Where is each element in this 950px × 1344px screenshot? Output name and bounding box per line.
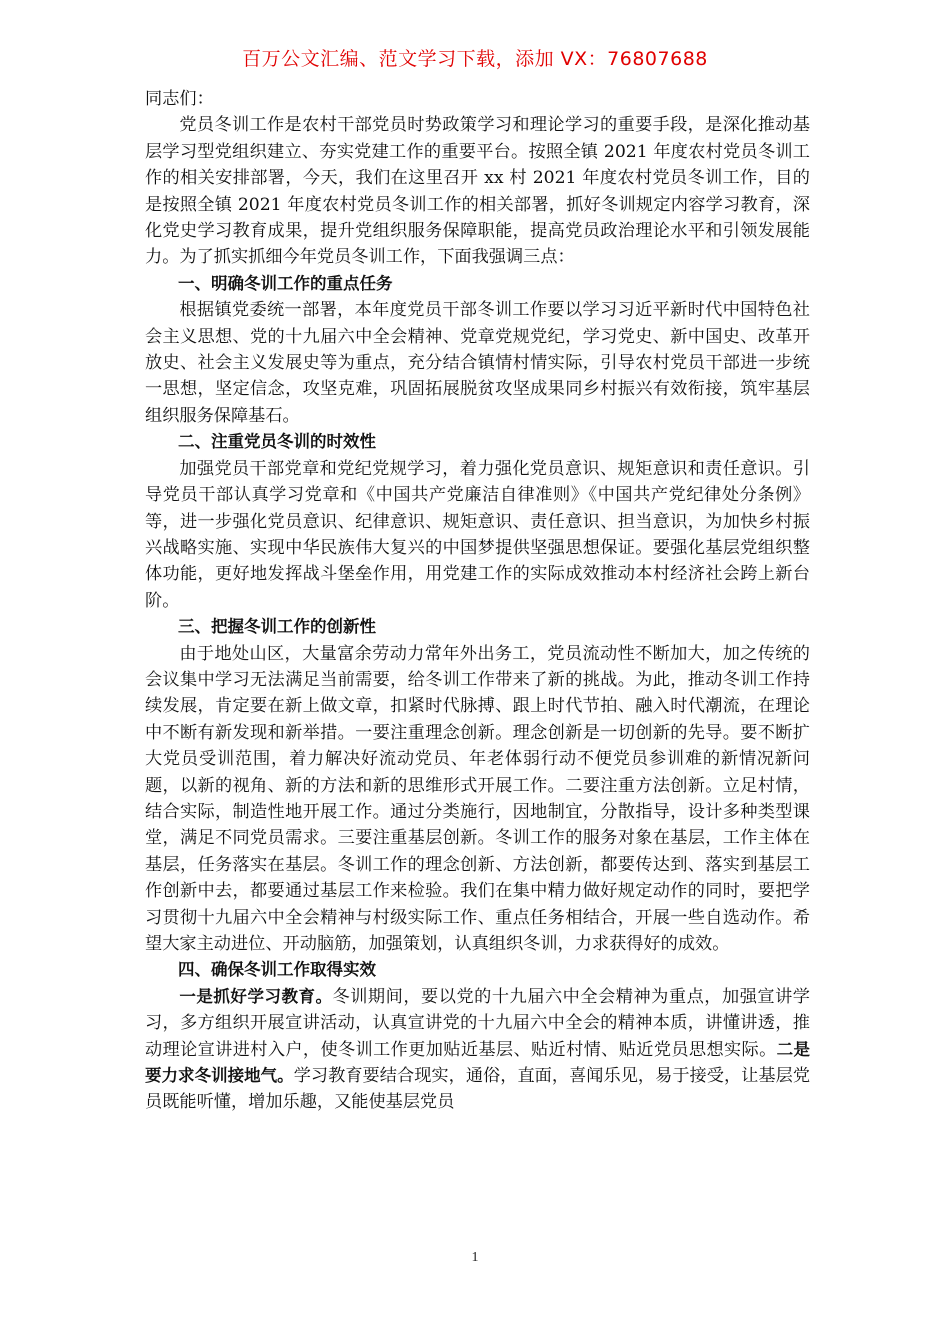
document-body [145,86,810,1116]
section-2-body: 加强党员干部党章和党纪党规学习，着力强化党员意识、规矩意识和责任意识。引导党员干部认真学习党章和《中国共产党廉洁自律准则》《中国共产党纪律处分条例》等，进一步强化党员意识、纪律意识、规矩意识、责任意识、担当意识，为加快乡村振兴战略实施、实现中华民族伟大复兴的中国梦提供坚强思想保证。要强化基层党组织整体功能，更好地发挥战斗堡垒作用，用党建工作的实际成效推动本村经济社会跨上新台阶。 [145,458,810,611]
section-3-heading: 三、把握冬训工作的创新性 [178,617,376,637]
section-3-body: 由于地处山区，大量富余劳动力常年外出务工，党员流动性不断加大，加之传统的会议集中学习无法满足当前需要，给冬训工作带来了新的挑战。为此，推动冬训工作持续发展，肯定要在新上做文章，扣紧时代脉搏、跟上时代节拍、融入时代潮流，在理论中不断有新发现和新举措。一要注重理念创新。理念创新是一切创新的先导。要不断扩大党员受训范围，着力解决好流动党员、年老体弱行动不便党员参训难的新情况新问题，以新的视角、新的方法和新的思维形式开展工作。二要注重方法创新。立足村情，结合实际，制造性地开展工作。通过分类施行，因地制宜，分散指导，设计多种类型课堂，满足不同党员需求。三要注重基层创新。冬训工作的服务对象在基层，工作主体在基层，任务落实在基层。冬训工作的理念创新、方法创新，都要传达到、落实到基层工作创新中去，都要通过基层工作来检验。我们在集中精力做好规定动作的同时，要把学习贯彻十九届六中全会精神与村级实际工作、重点任务相结合，开展一些自选动作。希望大家主动进位、开动脑筋，加强策划，认真组织冬训，力求获得好的成效。 [145,643,810,954]
intro-paragraph: 党员冬训工作是农村干部党员时势政策学习和理论学习的重要手段，是深化推动基层学习型党组织建立、夯实党建工作的重要平台。按照全镇 2021 年度农村党员冬训工作的相关安排部署，今天，我们在这里召开 xx 村 2021 年度农村党员冬训工作，目的是按照全镇 2021 年度农村党员冬训工作的相关部署，抓好冬训规定内容学习教育，深化党史学习教育成果，提升党组织服务保障职能，提高党员政治理论水平和引领发展能力。为了抓实抓细今年党员冬训工作，下面我强调三点： [145,115,810,268]
section-4-lead-1: 一是抓好学习教育。 [179,986,333,1006]
section-4-lead-2: 二是要力求冬训接地气。 [145,1039,810,1086]
section-4-text-1: 冬训期间，要以党的十九届六中全会精神为重点，加强宣讲学习，多方组织开展宣讲活动，认真宣讲党的十九届六中全会的精神本质，讲懂讲透，推动理论宣讲进村入户，使冬训工作更加贴近基层、贴近村情、贴近党员思想实际。 [145,986,810,1060]
section-1-heading: 一、明确冬训工作的重点任务 [178,273,393,293]
section-4-heading: 四、确保冬训工作取得实效 [178,960,376,980]
section-4-body [145,984,810,1116]
section-2-heading: 二、注重党员冬训的时效性 [178,432,376,452]
section-4-text-2: 学习教育要结合现实，通俗，直面，喜闻乐见，易于接受，让基层党员既能听懂，增加乐趣，又能使基层党员 [145,1066,811,1113]
section-1-body: 根据镇党委统一部署，本年度党员干部冬训工作要以学习习近平新时代中国特色社会主义思想、党的十九届六中全会精神、党章党规党纪，学习党史、新中国史、改革开放史、社会主义发展史等为重点，充分结合镇情村情实际，引导农村党员干部进一步统一思想，坚定信念，攻坚克难，巩固拓展脱贫攻坚成果同乡村振兴有效衔接，筑牢基层组织服务保障基石。 [145,300,810,426]
promo-banner: 百万公文汇编、范文学习下载，添加 VX：76807688 [242,48,708,70]
salutation: 同志们： [145,89,214,109]
page-number: 1 [471,1250,479,1265]
